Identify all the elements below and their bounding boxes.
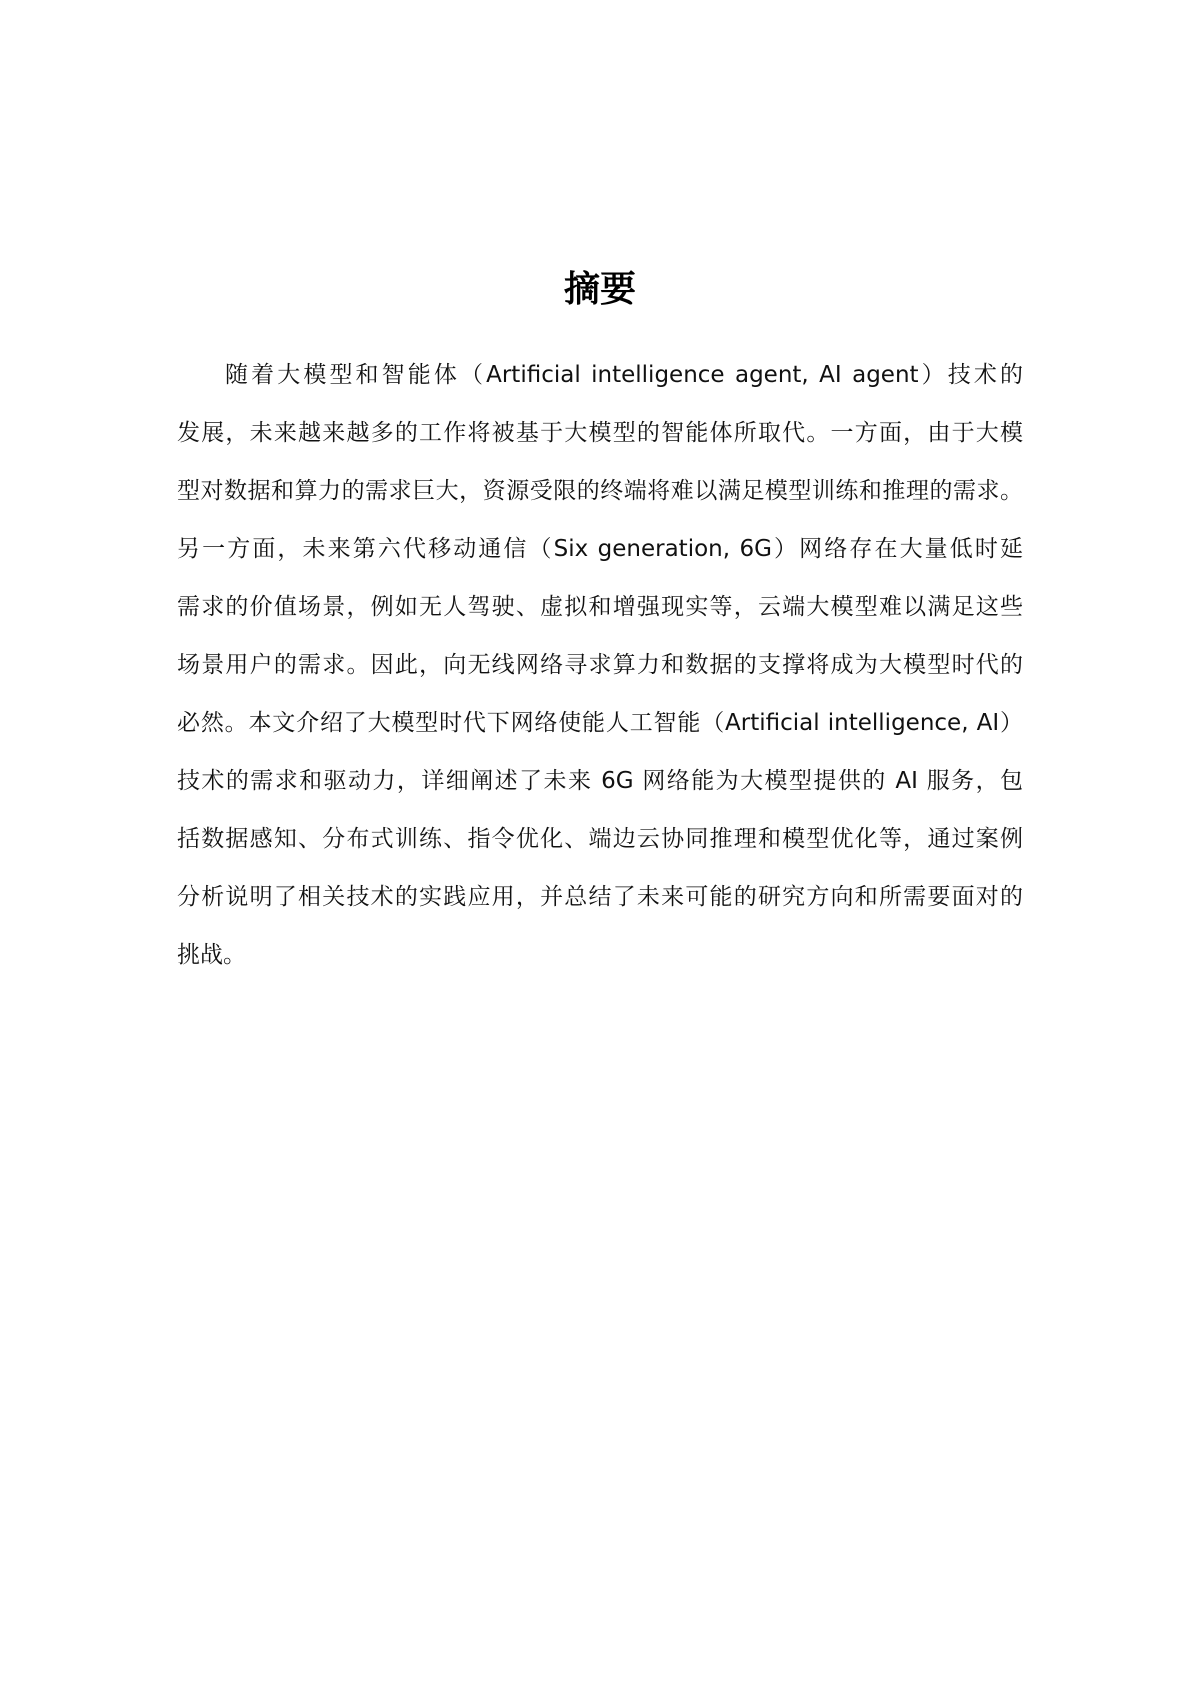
page-title: 摘要 (563, 269, 636, 310)
abstract-line: 发展，未来越来越多的工作将被基于大模型的智能体所取代。一方面，由于大模 (177, 420, 1023, 446)
abstract-line: 分析说明了相关技术的实践应用，并总结了未来可能的研究方向和所需要面对的 (177, 884, 1023, 910)
abstract-line: 另一方面，未来第六代移动通信（Six generation, 6G）网络存在大量低时延 (177, 536, 1023, 562)
abstract-line: 型对数据和算力的需求巨大，资源受限的终端将难以满足模型训练和推理的需求。 (177, 478, 1023, 504)
abstract-line: 场景用户的需求。因此，向无线网络寻求算力和数据的支撑将成为大模型时代的 (177, 652, 1023, 678)
abstract-line: 技术的需求和驱动力，详细阐述了未来 6G 网络能为大模型提供的 AI 服务，包 (177, 768, 1023, 794)
abstract-line: 挑战。 (177, 942, 246, 968)
abstract-line: 括数据感知、分布式训练、指令优化、端边云协同推理和模型优化等，通过案例 (177, 826, 1023, 852)
abstract-line: 必然。本文介绍了大模型时代下网络使能人工智能（Artificial intelligence, AI） (177, 710, 1023, 736)
abstract-paragraph (177, 346, 1023, 984)
abstract-line: 需求的价值场景，例如无人驾驶、虚拟和增强现实等，云端大模型难以满足这些 (177, 594, 1023, 620)
abstract-line: 随着大模型和智能体（Artificial intelligence agent, AI agent）技术的 (225, 362, 1023, 388)
